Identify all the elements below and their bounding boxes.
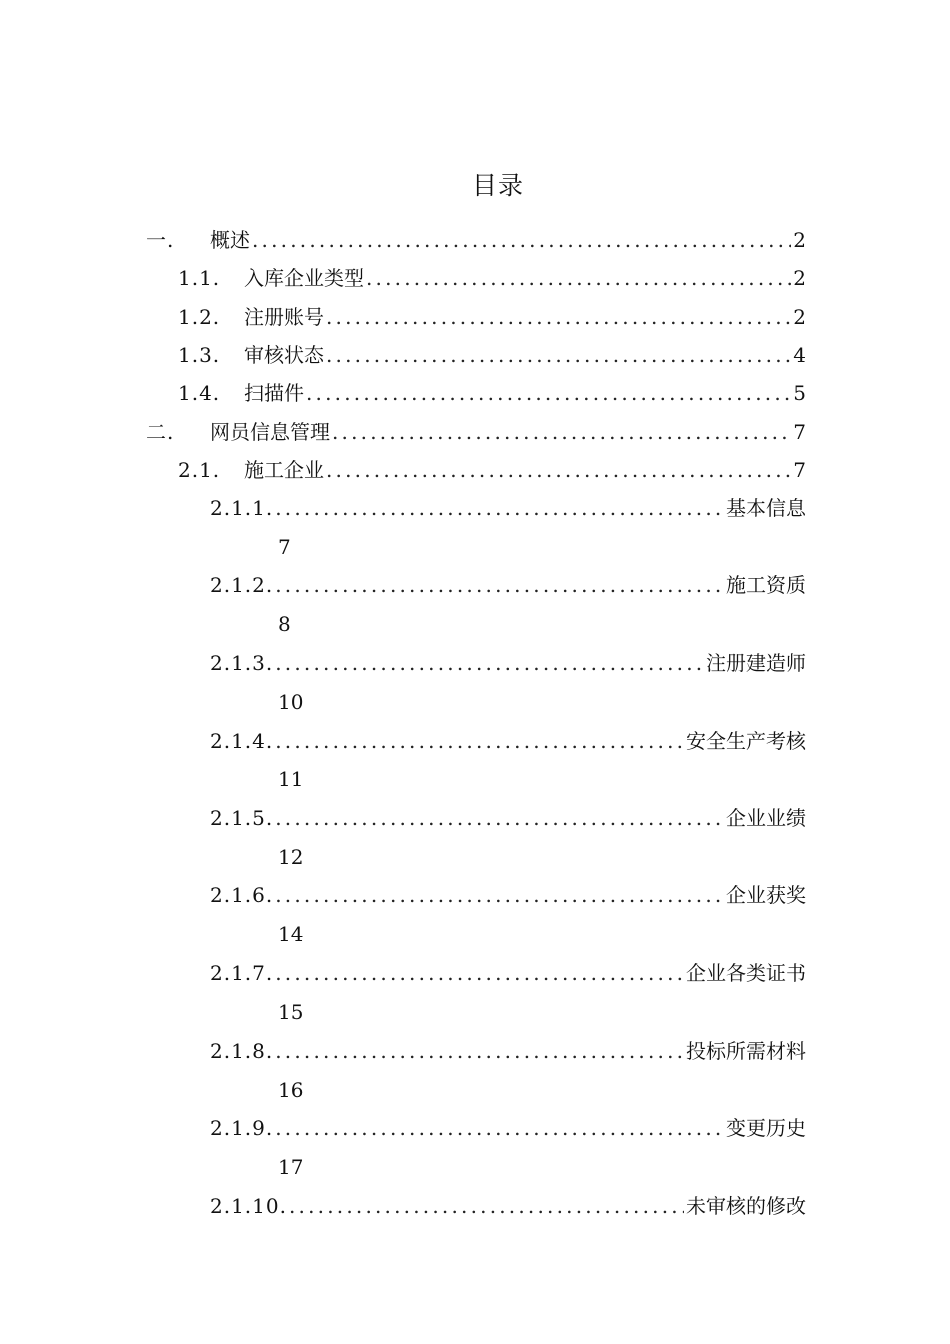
dot-leader (366, 262, 791, 294)
toc-entry-number: 2.1.7. (210, 961, 274, 985)
toc-entry-number: 2.1. (178, 458, 221, 482)
toc-entry-label: 基本信息 (726, 496, 806, 520)
toc-entry[interactable] (178, 262, 806, 294)
toc-entry-number: 一. (146, 228, 175, 252)
toc-entry-page: 14 (278, 922, 304, 946)
toc-entry-page: 4 (793, 343, 806, 367)
toc-entry-label: 概述 (210, 228, 250, 252)
toc-entry-number: 2.1.5. (210, 806, 274, 830)
toc-entry-number: 1.3. (178, 343, 221, 367)
toc-entry-number: 2.1.10. (210, 1194, 287, 1218)
toc-entry-number: 1.4. (178, 381, 221, 405)
toc-entry-label: 网员信息管理 (210, 420, 330, 444)
toc-entry-number: 二. (146, 420, 175, 444)
toc-entry-label: 施工企业 (244, 458, 324, 482)
toc-entry-page: 12 (278, 845, 304, 869)
toc-entry-label: 企业获奖 (726, 883, 806, 907)
toc-entry-number: 2.1.9. (210, 1116, 274, 1140)
toc-entry-number: 2.1.1. (210, 496, 274, 520)
toc-entry-label: 审核状态 (244, 343, 324, 367)
toc-entry-number: 1.1. (178, 266, 221, 290)
toc-entry-page: 2 (793, 305, 806, 329)
toc-entry-page: 16 (278, 1078, 304, 1102)
toc-entry-label: 入库企业类型 (244, 266, 364, 290)
toc-entry[interactable] (178, 301, 806, 333)
toc-entry-page: 5 (793, 381, 806, 405)
toc-entry[interactable] (210, 569, 806, 601)
toc-entry[interactable] (178, 454, 806, 486)
toc-entry-page: 15 (278, 1000, 304, 1024)
toc-entry-label: 安全生产考核 (686, 729, 806, 753)
toc-entry[interactable] (146, 416, 806, 448)
dot-leader (275, 879, 724, 911)
dot-leader (289, 1190, 684, 1222)
toc-entry-page: 10 (278, 690, 304, 714)
toc-entry-label: 企业各类证书 (686, 961, 806, 985)
toc-entry-number: 2.1.4. (210, 729, 274, 753)
toc-entry[interactable] (146, 224, 806, 256)
toc-entry-number: 2.1.8. (210, 1039, 274, 1063)
toc-entry-label: 企业业绩 (726, 806, 806, 830)
toc-entry[interactable] (178, 339, 806, 371)
toc-entry-page: 2 (793, 228, 806, 252)
toc-entry[interactable] (210, 1190, 806, 1222)
dot-leader (275, 957, 684, 989)
toc-entry-page: 11 (278, 767, 304, 791)
toc-entry-page: 7 (793, 458, 806, 482)
dot-leader (326, 454, 791, 486)
dot-leader (275, 1112, 724, 1144)
dot-leader (275, 802, 724, 834)
dot-leader (326, 301, 791, 333)
toc-entry[interactable] (210, 879, 806, 911)
toc-entry[interactable] (210, 647, 806, 679)
toc-entry-label: 投标所需材料 (686, 1039, 806, 1063)
toc-entry[interactable] (210, 1035, 806, 1067)
toc-entry[interactable] (210, 492, 806, 524)
toc-entry[interactable] (178, 377, 806, 409)
dot-leader (306, 377, 791, 409)
toc-entry-page: 2 (793, 266, 806, 290)
dot-leader (275, 492, 724, 524)
toc-entry-number: 2.1.3. (210, 651, 274, 675)
toc-entry[interactable] (210, 802, 806, 834)
toc-entry-label: 施工资质 (726, 573, 806, 597)
dot-leader (275, 569, 724, 601)
toc-entry-label: 未审核的修改 (686, 1194, 806, 1218)
toc-entry-number: 2.1.2. (210, 573, 274, 597)
toc-entry-page: 17 (278, 1155, 304, 1179)
toc-entry[interactable] (210, 1112, 806, 1144)
toc-entry-label: 变更历史 (726, 1116, 806, 1140)
toc-entry-number: 2.1.6. (210, 883, 274, 907)
toc-entry-number: 1.2. (178, 305, 221, 329)
dot-leader (326, 339, 791, 371)
dot-leader (275, 725, 684, 757)
toc-entry-label: 扫描件 (244, 381, 304, 405)
dot-leader (275, 1035, 684, 1067)
dot-leader (275, 647, 704, 679)
toc-entry-page: 8 (278, 612, 291, 636)
dot-leader (332, 416, 791, 448)
toc-title: 目录 (471, 171, 524, 200)
toc-entry-page: 7 (793, 420, 806, 444)
toc-entry[interactable] (210, 957, 806, 989)
dot-leader (252, 224, 791, 256)
toc-entry-label: 注册建造师 (706, 651, 806, 675)
toc-entry[interactable] (210, 725, 806, 757)
toc-entry-page: 7 (278, 535, 291, 559)
toc-entry-label: 注册账号 (244, 305, 324, 329)
